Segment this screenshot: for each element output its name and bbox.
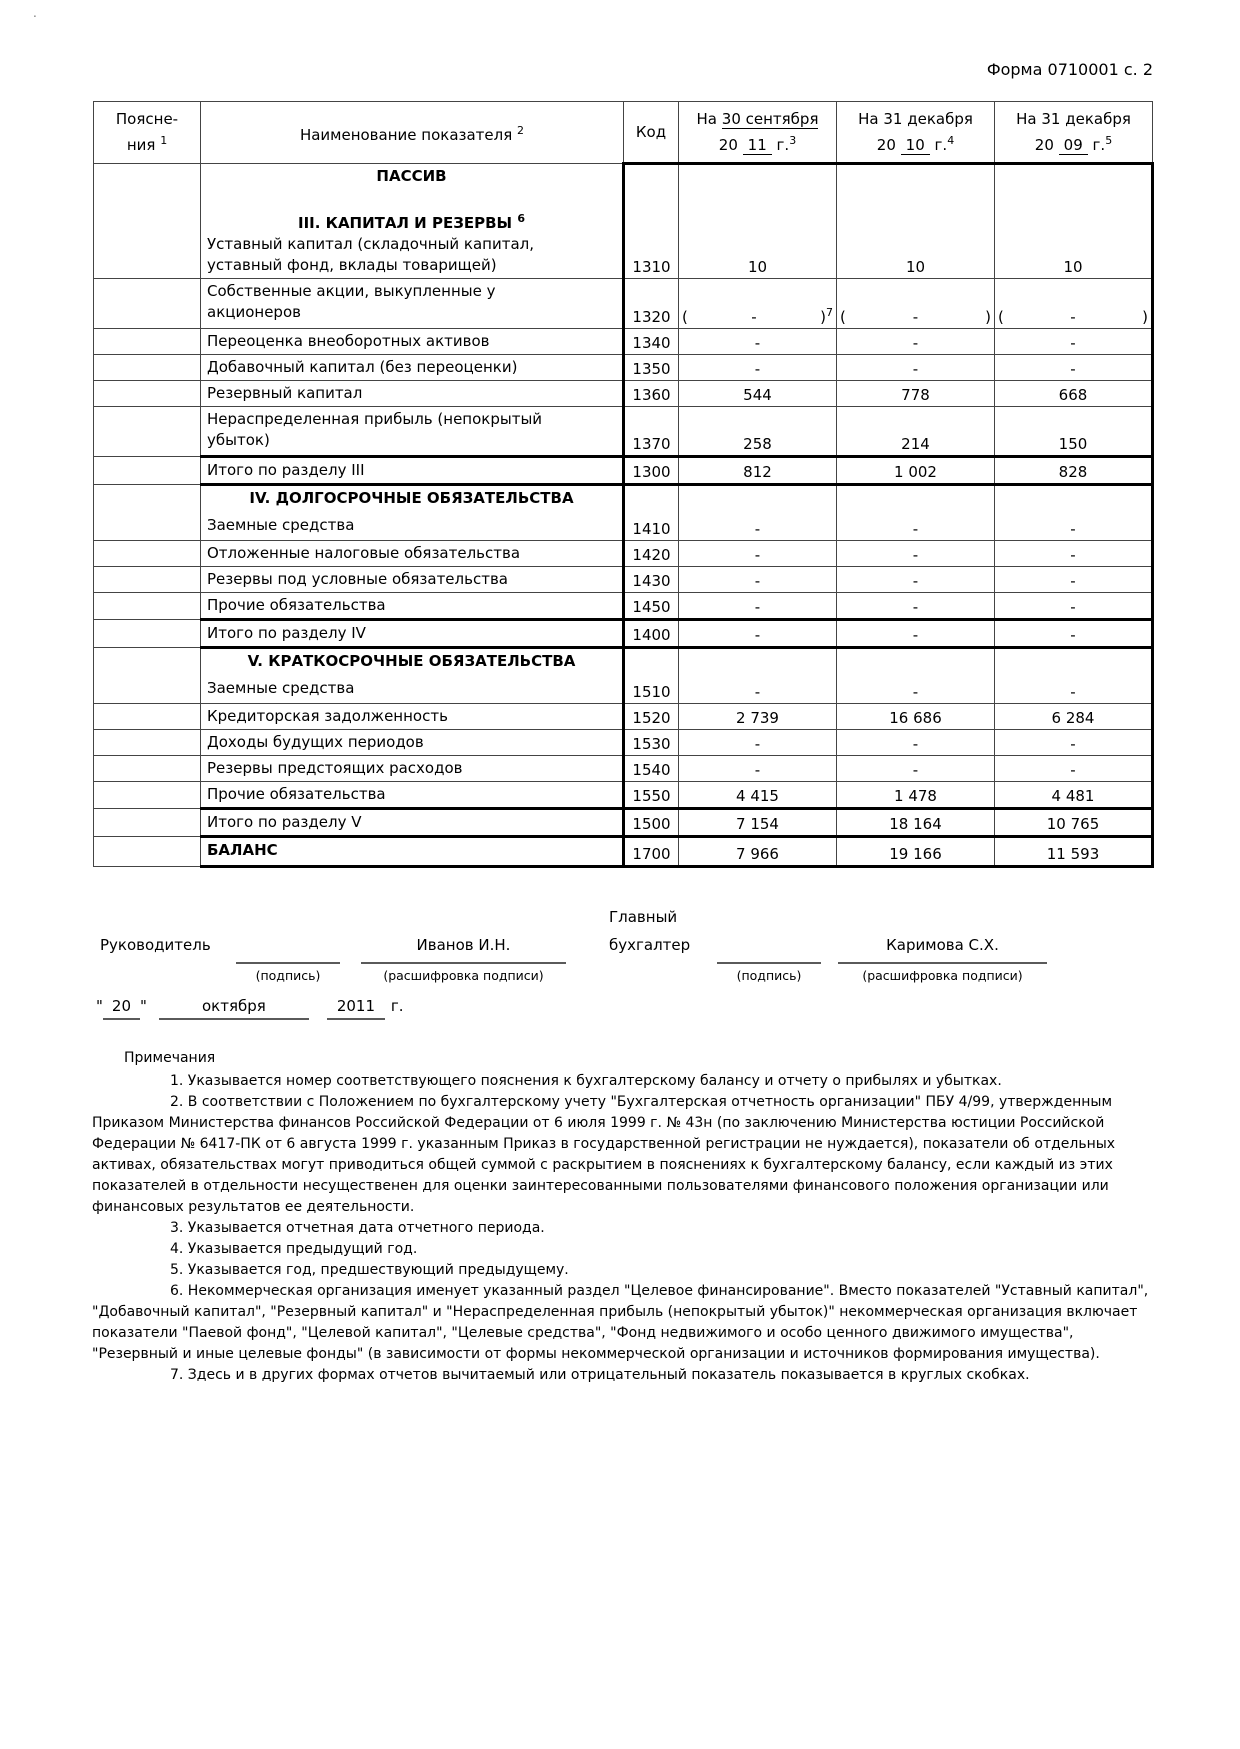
- note-item: 6. Некоммерческая организация именует указанный раздел "Целевое финансирование". Вместо показателей "Уставный капитал", "Добавочный капитал", "Резервный капитал" и "Нераспределенная прибыль (непокрытый убыток)" некоммерческая организация включает показатели "Паевой фонд", "Целевой капитал", "Целевые средства", "Фонд недвижимого и особо ценного движимого имущества", "Резервный и иные целевые фонды" (в зависимости от формы некоммерческой организации и источников формирования имущества).: [92, 1283, 1149, 1362]
- indicator-name: Добавочный капитал (без переоценки): [207, 358, 518, 376]
- indicator-name: Переоценка внеоборотных активов: [207, 332, 490, 350]
- value-cell: -: [837, 620, 995, 648]
- table-row: [94, 593, 1153, 620]
- value-cell: 10: [995, 164, 1153, 279]
- code-cell: 1340: [624, 329, 679, 355]
- value-cell: 16 686: [837, 704, 995, 730]
- table-row: [94, 381, 1153, 407]
- code-cell: 1360: [624, 381, 679, 407]
- value-cell: -: [837, 355, 995, 381]
- value-cell: 10: [837, 164, 995, 279]
- indicator-name-cell: [201, 648, 624, 704]
- code-cell: 1370: [624, 407, 679, 457]
- section-title: ПАССИВ III. КАПИТАЛ И РЕЗЕРВЫ $^6$: [298, 167, 525, 232]
- value-cell: -: [995, 567, 1153, 593]
- indicator-name: Заемные средства: [207, 516, 355, 534]
- indicator-name: Собственные акции, выкупленные у акционеров: [207, 282, 496, 321]
- value-cell: -: [679, 730, 837, 756]
- note-item: 4. Указывается предыдущий год.: [170, 1241, 418, 1257]
- indicator-name-cell: [201, 279, 624, 329]
- indicator-name-cell: [201, 704, 624, 730]
- explanation-cell: [94, 837, 201, 867]
- indicator-name-cell: [201, 485, 624, 541]
- value-cell: 812: [679, 457, 837, 485]
- code-cell: 1420: [624, 541, 679, 567]
- indicator-name: Кредиторская задолженность: [207, 707, 448, 725]
- header-explanations: Поясне- ния $^1$: [94, 102, 201, 164]
- indicator-name-cell: [201, 809, 624, 837]
- table-row: [94, 164, 1153, 279]
- value-cell: -: [679, 541, 837, 567]
- section-title: V. КРАТКОСРОЧНЫЕ ОБЯЗАТЕЛЬСТВА: [247, 652, 576, 670]
- indicator-name: Резервный капитал: [207, 384, 363, 402]
- balance-table-body: [94, 164, 1153, 867]
- header-period-2: На 31 декабря 20 10 г.$^4$: [837, 102, 995, 164]
- note-item: 2. В соответствии с Положением по бухгалтерскому учету "Бухгалтерская отчетность организации" ПБУ 4/99, утвержденным Приказом Министерства финансов Российской Федерации от 6 июля 1999 г. № 43н (по заключению Министерства юстиции Российской Федерации № 6417-ПК от 6 августа 1999 г. указанным Приказ в государственной регистрации не нуждается), показатели об отдельных активах, обязательствах могут приводиться общей суммой с раскрытием в пояснениях к бухгалтерскому балансу, если каждый из этих показателей в отдельности несущественен для оценки заинтересованными пользователями финансового положения организации или финансовых результатов ее деятельности.: [92, 1094, 1116, 1215]
- code-cell: 1430: [624, 567, 679, 593]
- indicator-name: Отложенные налоговые обязательства: [207, 544, 521, 562]
- code-cell: 1510: [624, 648, 679, 704]
- value-cell: -: [995, 541, 1153, 567]
- date-year-suffix: г.: [390, 997, 404, 1015]
- table-row: [94, 648, 1153, 704]
- date-open-quote: ": [96, 997, 103, 1015]
- indicator-name-cell: [201, 457, 624, 485]
- value-cell: 18 164: [837, 809, 995, 837]
- indicator-name-cell: [201, 620, 624, 648]
- leader-name-caption: (расшифровка подписи): [383, 968, 544, 983]
- value-cell: -: [837, 593, 995, 620]
- date-day: 20: [103, 994, 140, 1020]
- explanation-cell: [94, 457, 201, 485]
- indicator-name: Прочие обязательства: [207, 596, 386, 614]
- value-cell: -: [995, 593, 1153, 620]
- notes-heading: Примечания: [124, 1050, 216, 1066]
- code-cell: 1500: [624, 809, 679, 837]
- explanation-cell: [94, 567, 201, 593]
- value-cell: 11 593: [995, 837, 1153, 867]
- value-cell: -: [679, 756, 837, 782]
- value-cell: 214: [837, 407, 995, 457]
- table-row: [94, 730, 1153, 756]
- value-cell: -: [679, 485, 837, 541]
- indicator-name-cell: [201, 381, 624, 407]
- value-cell: -: [679, 355, 837, 381]
- indicator-name-cell: [201, 164, 624, 279]
- value-cell: -: [679, 620, 837, 648]
- chief-sign-line: [717, 962, 821, 964]
- chief-name-caption: (расшифровка подписи): [862, 968, 1023, 983]
- table-row-total: [94, 620, 1153, 648]
- value-cell: -: [837, 567, 995, 593]
- table-row: [94, 541, 1153, 567]
- code-cell: 1450: [624, 593, 679, 620]
- indicator-name: Итого по разделу IV: [207, 624, 366, 642]
- table-row-total: [94, 457, 1153, 485]
- leader-signature-name: Иванов И.Н.: [416, 936, 511, 954]
- value-cell: -: [679, 567, 837, 593]
- table-row: [94, 407, 1153, 457]
- explanation-cell: [94, 381, 201, 407]
- leader-name-line: [361, 962, 566, 964]
- leader-sign-caption: (подпись): [255, 968, 321, 983]
- value-cell: 4 481: [995, 782, 1153, 809]
- form-number-label: Форма 0710001 с. 2: [986, 60, 1153, 79]
- value-cell: -: [995, 730, 1153, 756]
- value-cell: -: [837, 485, 995, 541]
- indicator-name: Заемные средства: [207, 679, 355, 697]
- value-cell: 544: [679, 381, 837, 407]
- value-cell: -: [995, 620, 1153, 648]
- explanation-cell: [94, 704, 201, 730]
- indicator-name-cell: [201, 593, 624, 620]
- value-cell: -: [995, 355, 1153, 381]
- indicator-name: Итого по разделу III: [207, 461, 365, 479]
- note-item: 3. Указывается отчетная дата отчетного периода.: [170, 1220, 545, 1236]
- explanation-cell: [94, 485, 201, 541]
- table-row: [94, 279, 1153, 329]
- indicator-name-cell: [201, 756, 624, 782]
- balance-sheet-table: [93, 101, 1154, 868]
- value-cell: -: [837, 648, 995, 704]
- explanation-cell: [94, 648, 201, 704]
- indicator-name-cell: [201, 541, 624, 567]
- value-cell: -: [995, 485, 1153, 541]
- chief-signature-name: Каримова С.Х.: [886, 936, 999, 954]
- note-item: 1. Указывается номер соответствующего пояснения к бухгалтерскому балансу и отчету о прибылях и убытках.: [170, 1073, 1002, 1089]
- explanation-cell: [94, 593, 201, 620]
- section-title: IV. ДОЛГОСРОЧНЫЕ ОБЯЗАТЕЛЬСТВА: [249, 489, 574, 507]
- code-cell: 1320: [624, 279, 679, 329]
- explanation-cell: [94, 279, 201, 329]
- value-cell: ( - )$^7$: [679, 279, 837, 329]
- explanation-cell: [94, 620, 201, 648]
- indicator-name: Итого по разделу V: [207, 813, 362, 831]
- code-cell: 1400: [624, 620, 679, 648]
- value-cell: 150: [995, 407, 1153, 457]
- chief-accountant-label-line1: Главный: [609, 908, 678, 926]
- value-cell: -: [995, 756, 1153, 782]
- value-cell: -: [679, 593, 837, 620]
- table-row: [94, 782, 1153, 809]
- indicator-name-cell: [201, 355, 624, 381]
- value-cell: -: [837, 329, 995, 355]
- code-cell: 1550: [624, 782, 679, 809]
- explanation-cell: [94, 809, 201, 837]
- table-row: [94, 704, 1153, 730]
- value-cell: 828: [995, 457, 1153, 485]
- code-cell: 1350: [624, 355, 679, 381]
- value-cell: -: [679, 329, 837, 355]
- code-cell: 1300: [624, 457, 679, 485]
- table-row: [94, 567, 1153, 593]
- report-date-line: [96, 994, 404, 1020]
- indicator-name: Резервы предстоящих расходов: [207, 759, 463, 777]
- value-cell: 778: [837, 381, 995, 407]
- indicator-name: БАЛАНС: [207, 841, 278, 859]
- date-year: 2011: [327, 994, 385, 1020]
- explanation-cell: [94, 407, 201, 457]
- table-row: [94, 485, 1153, 541]
- header-code: Код: [624, 102, 679, 164]
- value-cell: 2 739: [679, 704, 837, 730]
- value-cell: 19 166: [837, 837, 995, 867]
- note-item: 5. Указывается год, предшествующий предыдущему.: [170, 1262, 569, 1278]
- indicator-name-cell: [201, 407, 624, 457]
- value-cell: 668: [995, 381, 1153, 407]
- chief-name-line: [838, 962, 1047, 964]
- code-cell: 1520: [624, 704, 679, 730]
- value-cell: 258: [679, 407, 837, 457]
- indicator-name-cell: [201, 730, 624, 756]
- value-cell: ( - ): [837, 279, 995, 329]
- indicator-name: Уставный капитал (складочный капитал, уставный фонд, вклады товарищей): [207, 235, 535, 274]
- date-close-quote: ": [140, 997, 147, 1015]
- table-row: [94, 355, 1153, 381]
- indicator-name-cell: [201, 782, 624, 809]
- table-row: [94, 756, 1153, 782]
- value-cell: 6 284: [995, 704, 1153, 730]
- value-cell: 10 765: [995, 809, 1153, 837]
- table-row: [94, 329, 1153, 355]
- explanation-cell: [94, 355, 201, 381]
- chief-sign-caption: (подпись): [736, 968, 802, 983]
- date-month: октября: [159, 994, 309, 1020]
- value-cell: -: [837, 730, 995, 756]
- explanation-cell: [94, 541, 201, 567]
- value-cell: ( - ): [995, 279, 1153, 329]
- indicator-name: Нераспределенная прибыль (непокрытый убыток): [207, 410, 543, 449]
- leader-sign-line: [236, 962, 340, 964]
- indicator-name: Доходы будущих периодов: [207, 733, 424, 751]
- code-cell: 1540: [624, 756, 679, 782]
- explanation-cell: [94, 164, 201, 279]
- value-cell: 4 415: [679, 782, 837, 809]
- indicator-name-cell: [201, 567, 624, 593]
- note-item: 7. Здесь и в других формах отчетов вычитаемый или отрицательный показатель показывается в круглых скобках.: [170, 1367, 1030, 1383]
- table-row-total: [94, 809, 1153, 837]
- chief-accountant-label-line2: бухгалтер: [609, 936, 691, 954]
- code-cell: 1530: [624, 730, 679, 756]
- notes-list: [92, 1071, 1154, 1386]
- code-cell: 1310: [624, 164, 679, 279]
- value-cell: 10: [679, 164, 837, 279]
- value-cell: 1 002: [837, 457, 995, 485]
- header-period-1: На 30 сентября 20 11 г.$^3$: [679, 102, 837, 164]
- explanation-cell: [94, 782, 201, 809]
- code-cell: 1700: [624, 837, 679, 867]
- header-period-3: На 31 декабря 20 09 г.$^5$: [995, 102, 1153, 164]
- explanation-cell: [94, 329, 201, 355]
- explanation-cell: [94, 756, 201, 782]
- value-cell: 1 478: [837, 782, 995, 809]
- leader-label: Руководитель: [100, 936, 211, 954]
- indicator-name: Прочие обязательства: [207, 785, 386, 803]
- value-cell: -: [995, 648, 1153, 704]
- table-header-row: [94, 102, 1153, 164]
- value-cell: -: [679, 648, 837, 704]
- value-cell: -: [995, 329, 1153, 355]
- value-cell: 7 966: [679, 837, 837, 867]
- indicator-name-cell: [201, 837, 624, 867]
- header-indicator-name: Наименование показателя $^2$: [201, 102, 624, 164]
- value-cell: -: [837, 756, 995, 782]
- notes-section: [92, 1048, 1154, 1386]
- indicator-name: Резервы под условные обязательства: [207, 570, 508, 588]
- explanation-cell: [94, 730, 201, 756]
- value-cell: 7 154: [679, 809, 837, 837]
- indicator-name-cell: [201, 329, 624, 355]
- scan-artifact-dot: .: [33, 6, 37, 20]
- code-cell: 1410: [624, 485, 679, 541]
- table-row-total: [94, 837, 1153, 867]
- value-cell: -: [837, 541, 995, 567]
